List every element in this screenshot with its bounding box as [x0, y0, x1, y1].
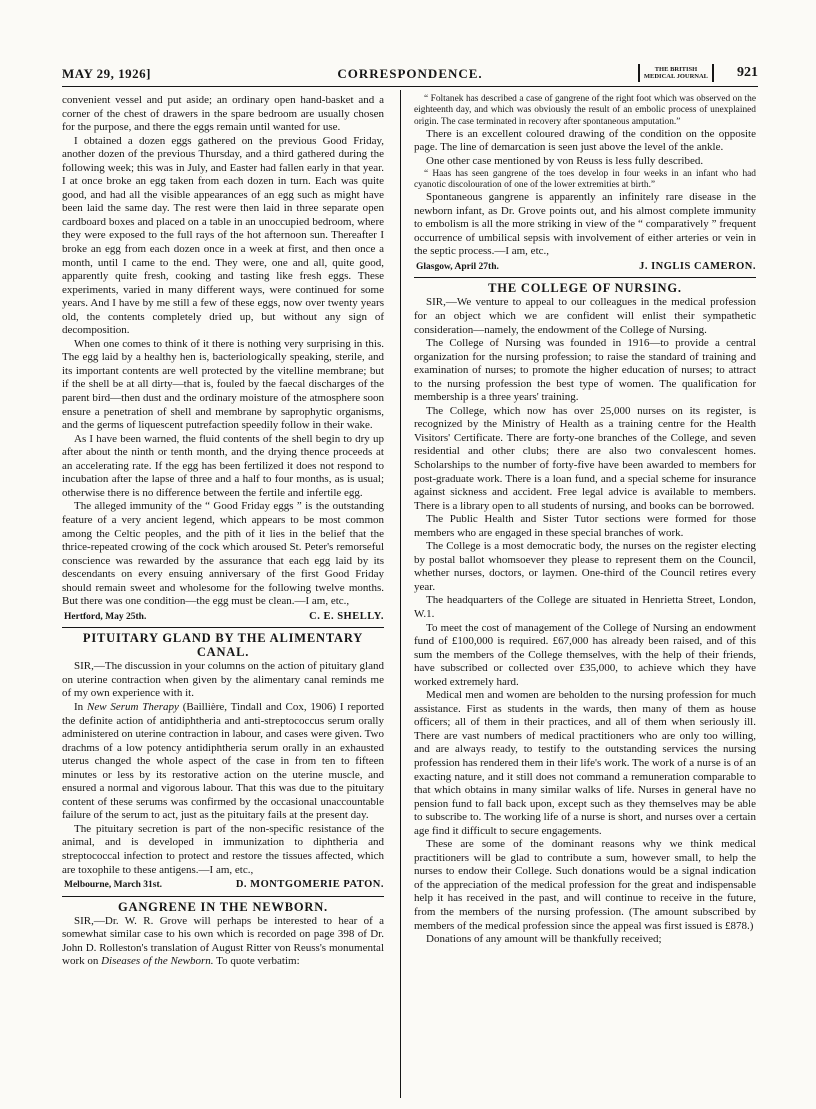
- gangrene-paragraph-3: One other case mentioned by von Reuss is less fully described.: [426, 154, 704, 167]
- college-paragraph-1-text: —We venture to appeal to our colleagues in the medical profession for an object which we are confident will enlist their sympathetic consideration—namely, the endowment of the College of Nursing.: [414, 296, 756, 336]
- salutation: SIR,: [426, 296, 446, 309]
- pituitary-signature: [62, 878, 384, 893]
- eggs-paragraph-3: When one comes to think of it there is nothing very surprising in this. The egg laid by a healthy hen is, bacteriologically speaking, sterile, and its important contents are well protected by the vitelline membrane; but if the shell be at all dirty—that is, fouled by the faecal discharges of the parent bird—then dust and the ordinary moisture of the atmosphere soon ensure a penetration of shell and membrane by saprophytic organisms, and the germs of liquescent putrefaction speedily follow in their wake.: [62, 337, 384, 432]
- section-title: CORRESPONDENCE.: [337, 66, 483, 81]
- gangrene-paragraph-4: Spontaneous gangrene is apparently an infinitely rare disease in the newborn infant, as Dr. Grove points out, and his almost complete immunity to embolism is all the more striking in view of the “ comparatively ” frequent occurrence of umbilical sepsis with involvement of either arteries or vein in the septic process.—I am, etc.,: [414, 191, 756, 258]
- college-paragraph-10: Donations of any amount will be thankfully received;: [426, 933, 662, 946]
- pituitary-paragraph-2-lead: In: [74, 700, 87, 713]
- article-title-pituitary: PITUITARY GLAND BY THE ALIMENTARY CANAL.: [82, 631, 364, 660]
- pituitary-paragraph-1-text: —The discussion in your columns on the action of pituitary gland on uterine contraction when given by the alimentary canal reminds me of my own experience with it.: [62, 660, 384, 700]
- signature-name: J. INGLIS CAMERON.: [639, 260, 756, 272]
- eggs-paragraph-5: The alleged immunity of the “ Good Friday eggs ” is the outstanding feature of a very ancient legend, which appears to be most common among the Celtic peoples, and the pith of it lies in the belief that the thrice-repeated crowing of the cock which aroused St. Peter's remorseful conscience was rewarded by the assurance that each egg laid by its descendants on every ensuing anniversary of the first Good Friday should remain sweet and wholesome for the following twelve months. But there was one condition—the egg must be clean.—I am, etc.,: [62, 500, 384, 608]
- signature-name: D. MONTGOMERIE PATON.: [235, 879, 384, 891]
- signature-place: Melbourne, March 31st.: [64, 880, 162, 891]
- pituitary-paragraph-3: The pituitary secretion is part of the non-specific resistance of the animal, and is developed in immunization to diphtheria and streptococcal infection to protect and restore the tissues affected, which are toxophile to these antigens.—I am, etc.,: [62, 822, 384, 876]
- pituitary-paragraph-1: [62, 660, 384, 701]
- article-separator: [414, 277, 756, 278]
- eggs-paragraph-1: convenient vessel and put aside; an ordinary open hand-basket and a corner of the chest of drawers in the spare bedroom are usually chosen for the purpose, and there the eggs remain until wanted for use.: [62, 94, 384, 134]
- college-paragraph-6: The headquarters of the College are situated in Henrietta Street, London, W.1.: [414, 594, 756, 620]
- article-title-gangrene: GANGRENE IN THE NEWBORN.: [118, 899, 328, 914]
- article-separator: [62, 896, 384, 897]
- article-title-college: THE COLLEGE OF NURSING.: [488, 281, 682, 296]
- pituitary-paragraph-2-text: (Baillière, Tindall and Cox, 1906) I reported the definite action of antidiphtheria and anti-streptococcus serum orally administered on uterine contraction in labour, and cases were given. Two drachms of a low potency antidiphtheria serum orally in an exhausted uterus changed the whole aspect of the case in from ten to fifteen minutes or less by its restorative action on the uterine muscle, and ensured a normal and vigorous labour. That this was due to the pituitary content of these serums was confirmed by the occasional unaccountable failure of the serum to act, just as the pituitary fails at the present day.: [62, 700, 385, 822]
- college-paragraph-9: These are some of the dominant reasons why we think medical practitioners will be glad to contribute a sum, however small, to help the nurses to endow their College. Such donations would be a signal indication of the appreciation of the medical profession for the great and indispensable help it has received in the past, and will continue to receive in the future, from the members of the nursing profession. (The amount subscribed by members of the medical profession since the appeal was first issued is £878.): [414, 838, 756, 932]
- left-column: [62, 94, 384, 969]
- journal-name-line2: MEDICAL JOURNAL: [643, 73, 708, 80]
- quote-haas: “ Haas has seen gangrene of the toes develop in four weeks in an infant who had cyanotic discolouration of one of the lower extremities at birth.”: [414, 168, 756, 190]
- book-title: Diseases of the Newborn.: [101, 955, 214, 968]
- issue-date: MAY 29, 1926]: [62, 66, 151, 81]
- gangrene-paragraph-1: [62, 915, 384, 969]
- eggs-paragraph-2: I obtained a dozen eggs gathered on the previous Good Friday, another dozen of the previous Thursday, and a third gathered during the following week; this was in July, and Easter had fallen early in that year. I at once broke an egg taken from each dozen in turn. Each was quite good, and had all the visible appearances of an egg such as might have been laid the same day. The rest were then laid in three separate open cardboard boxes and placed on a table in an unoccupied bedroom, where they were exposed to the full rays of the hot afternoon sun. Thereafter I broke an egg from each dozen once in a week at first, and then once a month, until I came to the end. They were, one and all, quite good, apparently quite fresh, cooking and tasting like fresh eggs. These experiments, varied in many different ways, were continued for some years. And I have by me still a few of these eggs, now over twenty years old, the contents completely dried up, but without any sign of decomposition.: [62, 134, 384, 337]
- college-paragraph-7: To meet the cost of management of the College of Nursing an endowment fund of £100,000 is required. £67,000 has already been raised, and of this sum the members of the College themselves, with the help of their friends, have subscribed or collected over £35,000, to achieve which they have worked extremely hard.: [414, 621, 756, 688]
- journal-name-line1: THE BRITISH: [654, 66, 698, 73]
- salutation: SIR,: [74, 660, 94, 673]
- pituitary-paragraph-2: [62, 701, 384, 823]
- college-paragraph-4: The Public Health and Sister Tutor sections were formed for those members who are engaged in these special branches of work.: [414, 513, 756, 539]
- college-paragraph-5: The College is a most democratic body, the nurses on the register electing by postal ballot whomsoever they please to represent them on the Council, whether nurses, doctors, or laymen. One-third of the Council retires every year.: [414, 540, 756, 593]
- header-rule: [62, 86, 758, 87]
- journal-name: [638, 64, 714, 82]
- eggs-paragraph-4: As I have been warned, the fluid contents of the shell begin to dry up after about the ninth or tenth month, and the drying thence proceeds at an accelerating rate. If the egg has been fertilized it does not respond to incubation after the lapse of three and a half to four months, as is usual; otherwise there is no difference between the fertile and infertile egg.: [62, 432, 384, 499]
- running-header: [62, 64, 758, 84]
- college-paragraph-3: The College, which now has over 25,000 nurses on its register, is recognized by the Ministry of Health as a training centre for the Health Visitors' Certificate. There are forty-one branches of the College, and seven residential and other clubs; there are also two convalescent homes. Scholarships to the number of forty-five have been awarded to members for post-graduate work. There is a loan fund, and a special scheme for insurance against sickness and accident. Free legal advice is available to members. There is a library open to all students of nursing, and books can be borrowed.: [414, 404, 756, 512]
- column-divider: [400, 90, 401, 1098]
- gangrene-signature: [414, 260, 756, 275]
- college-paragraph-2: The College of Nursing was founded in 1916—to provide a central organization for the nursing profession; to raise the standard of training and examination of nurses; to promote the higher education of nurses; to attract to the nursing profession the best type of women. The qualification for membership is a three years' training.: [414, 337, 756, 404]
- article-separator: [62, 627, 384, 628]
- signature-place: Glasgow, April 27th.: [416, 261, 499, 272]
- quote-foltanek: “ Foltanek has described a case of gangrene of the right foot which was observed on the eighteenth day, and which was obviously the result of an embolic process of unexplained origin. The case terminated in recovery after spontaneous amputation.”: [414, 94, 756, 127]
- college-paragraph-1: [414, 296, 756, 337]
- book-title: New Serum Therapy: [86, 700, 179, 713]
- eggs-signature: [62, 610, 384, 625]
- right-column: [414, 94, 756, 947]
- salutation: SIR,: [74, 914, 94, 927]
- page-number: 921: [737, 65, 758, 80]
- signature-place: Hertford, May 25th.: [64, 611, 147, 622]
- gangrene-paragraph-2: There is an excellent coloured drawing of the condition on the opposite page. The line of demarcation is seen just above the level of the ankle.: [414, 127, 756, 154]
- college-paragraph-8: Medical men and women are beholden to the nursing profession for much assistance. First as students in the wards, then many of them as house officers; all of them in their practices, and all of them when seriously ill. There are vast numbers of medical practitioners who are only too willing, and are always ready, to testify to the outstanding services the nursing profession has rendered them in their life's work. The work of a nurse is of an exacting nature, and it still does not command a remuneration comparable to that which obtains in many similar walks of life. Nurses in general have no pension fund to fall back upon, except such as they themselves may be able to subscribe to. The working life of a nurse is short, and nurses over a certain age find it difficult to secure engagements.: [414, 689, 756, 837]
- gangrene-paragraph-1-text: —Dr. W. R. Grove will perhaps be interested to hear of a somewhat similar case to his own which is recorded on page 398 of Dr. John D. Rolleston's translation of August Ritter von Reuss's monumental work on: [62, 914, 384, 968]
- gangrene-paragraph-1-tail: To quote verbatim:: [213, 955, 300, 968]
- signature-name: C. E. SHELLY.: [309, 610, 384, 622]
